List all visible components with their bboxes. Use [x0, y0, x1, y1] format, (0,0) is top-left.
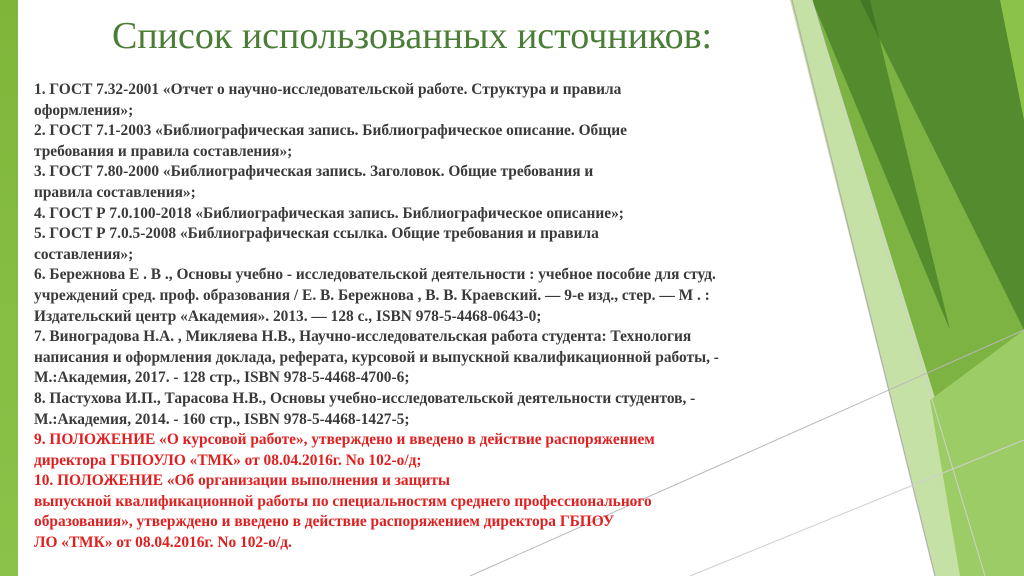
- source-line: 3. ГОСТ 7.80-2000 «Библиографическая запись. Заголовок. Общие требования и: [34, 163, 594, 181]
- source-line: 7. Виноградова Н.А. , Микляева Н.В., Научно-исследовательская работа студента: Технология: [34, 328, 692, 346]
- source-line: 4. ГОСТ Р 7.0.100-2018 «Библиографическая запись. Библиографическое описание»;: [34, 204, 624, 222]
- source-line: правила составления»;: [34, 183, 196, 201]
- source-line: ЛО «ТМК» от 08.04.2016г. No 102-о/д.: [34, 534, 292, 552]
- source-line: директора ГБПОУЛО «ТМК» от 08.04.2016г. No 102-о/д;: [34, 451, 422, 469]
- source-line: 1. ГОСТ 7.32-2001 «Отчет о научно-исследовательской работе. Структура и правила: [34, 81, 622, 98]
- source-line: 2. ГОСТ 7.1-2003 «Библиографическая запись. Библиографическое описание. Общие: [34, 122, 627, 140]
- source-line: составления»;: [34, 245, 134, 263]
- source-line: 6. Бережнова Е . В ., Основы учебно - исследовательской деятельности : учебное пособие для студ.: [34, 266, 716, 284]
- source-line: требования и правила составления»;: [34, 142, 293, 160]
- source-line: выпускной квалификационной работы по специальностям среднего профессионального: [34, 492, 652, 510]
- source-line: написания и оформления доклада, реферата, курсовой и выпускной квалификационной работы, -: [34, 348, 719, 366]
- source-line: учреждений сред. проф. образования / Е. В. Бережнова , В. В. Краевский. — 9-е изд., стер. — М . :: [34, 286, 710, 304]
- source-line: 8. Пастухова И.П., Тарасова Н.В., Основы учебно-исследовательской деятельности студентов, -: [34, 389, 696, 407]
- source-line: Издательский центр «Академия». 2013. — 128 с., ISBN 978-5-4468-0643-0;: [34, 307, 542, 325]
- source-line: 9. ПОЛОЖЕНИЕ «О курсовой работе», утверждено и введено в действие распоряжением: [34, 431, 655, 449]
- source-line: М.:Академия, 2014. - 160 стр., ISBN 978-5-4468-1427-5;: [34, 410, 410, 428]
- source-line: М.:Академия, 2017. - 128 стр., ISBN 978-5-4468-4700-6;: [34, 369, 410, 387]
- sources-list: [34, 80, 804, 554]
- source-line: 10. ПОЛОЖЕНИЕ «Об организации выполнения и защиты: [34, 472, 451, 490]
- source-line: образования», утверждено и введено в действие распоряжением директора ГБПОУ: [34, 513, 615, 531]
- source-line: оформления»;: [34, 101, 134, 119]
- slide-title: Список использованных источников:: [112, 15, 713, 57]
- source-line: 5. ГОСТ Р 7.0.5-2008 «Библиографическая ссылка. Общие требования и правила: [34, 225, 599, 243]
